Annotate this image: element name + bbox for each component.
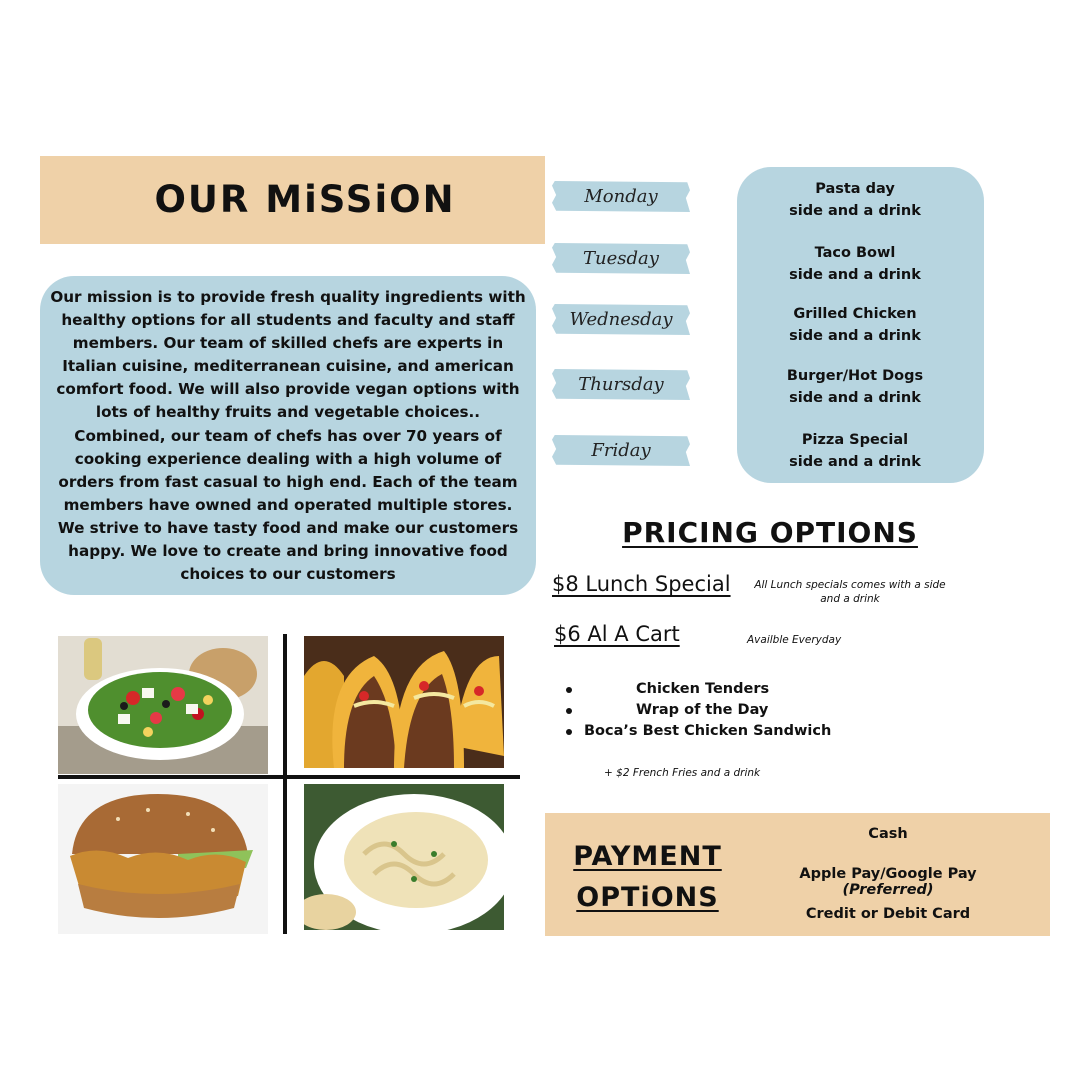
- menu-item-wednesday: [737, 304, 973, 347]
- day-friday: Friday: [591, 440, 651, 461]
- photo-divider-horizontal: [58, 775, 520, 779]
- photo-divider-vertical: [283, 634, 287, 934]
- payment-cash: Cash: [868, 826, 908, 842]
- salad-photo-icon: [58, 636, 268, 774]
- chicken-sandwich-photo-icon: [58, 784, 268, 934]
- salad-photo: [58, 636, 268, 774]
- bullet-icon: [566, 687, 572, 693]
- tacos-photo: [304, 636, 504, 768]
- pricing-title: PRICING OPTIONS: [622, 516, 918, 549]
- payment-card: Credit or Debit Card: [805, 906, 971, 922]
- menu-item-friday: [737, 430, 973, 473]
- pasta-photo: [304, 784, 504, 930]
- menu-item-sub: side and a drink: [789, 327, 921, 344]
- mission-title: OUR MiSSiON: [154, 178, 456, 221]
- menu-item-name: Pizza Special: [801, 432, 909, 448]
- lunch-special-note: All Lunch specials comes with a side and a drink: [754, 579, 946, 605]
- bullet-icon: [566, 729, 572, 735]
- menu-item-monday: [737, 179, 973, 222]
- menu-item-name: Burger/Hot Dogs: [786, 368, 924, 384]
- mission-text-box: [40, 276, 536, 595]
- lunch-special-label: $8 Lunch Special: [552, 572, 731, 596]
- bullet-icon: [566, 708, 572, 714]
- day-monday: Monday: [584, 186, 658, 207]
- addon-note: + $2 French Fries and a drink: [604, 767, 761, 779]
- a-la-carte-label: $6 Al A Cart: [554, 622, 680, 646]
- a-la-carte-note: Availble Everyday: [747, 634, 842, 646]
- pasta-photo-icon: [304, 784, 504, 930]
- day-tuesday: Tuesday: [583, 248, 659, 269]
- payment-title: PAYMENT OPTiONS: [573, 841, 722, 913]
- menu-item-sub: side and a drink: [789, 453, 921, 470]
- menu-item-sub: side and a drink: [789, 389, 921, 406]
- menu-item-sub: side and a drink: [789, 202, 921, 219]
- tacos-photo-icon: [304, 636, 504, 768]
- menu-item-tuesday: [737, 243, 973, 286]
- chicken-sandwich-photo: [58, 784, 268, 934]
- payment-mobile: Apple Pay/Google Pay (Preferred): [799, 866, 977, 898]
- day-thursday: Thursday: [578, 374, 664, 395]
- day-wednesday: Wednesday: [569, 309, 673, 330]
- mission-text: Our mission is to provide fresh quality ingredients with healthy options for all students and faculty and staff members. Our team of skilled chefs are experts in Italian cuisine, mediterranean cuisine, and american comfort food. We will also provide vegan options with lots of healthy fruits and vegetable choices.. Combined, our team of chefs has over 70 years of cooking experience dealing with a high volume of orders from fast casual to high end. Each of the team members have owned and operated multiple stores. We strive to have tasty food and make our customers happy. We love to create and bring innovative food choices to our customers: [50, 288, 526, 584]
- menu-item-name: Taco Bowl: [814, 245, 896, 261]
- menu-item-name: Pasta day: [815, 181, 895, 197]
- menu-item-name: Grilled Chicken: [793, 306, 917, 322]
- menu-item-sub: side and a drink: [789, 266, 921, 283]
- menu-item-thursday: [737, 366, 973, 409]
